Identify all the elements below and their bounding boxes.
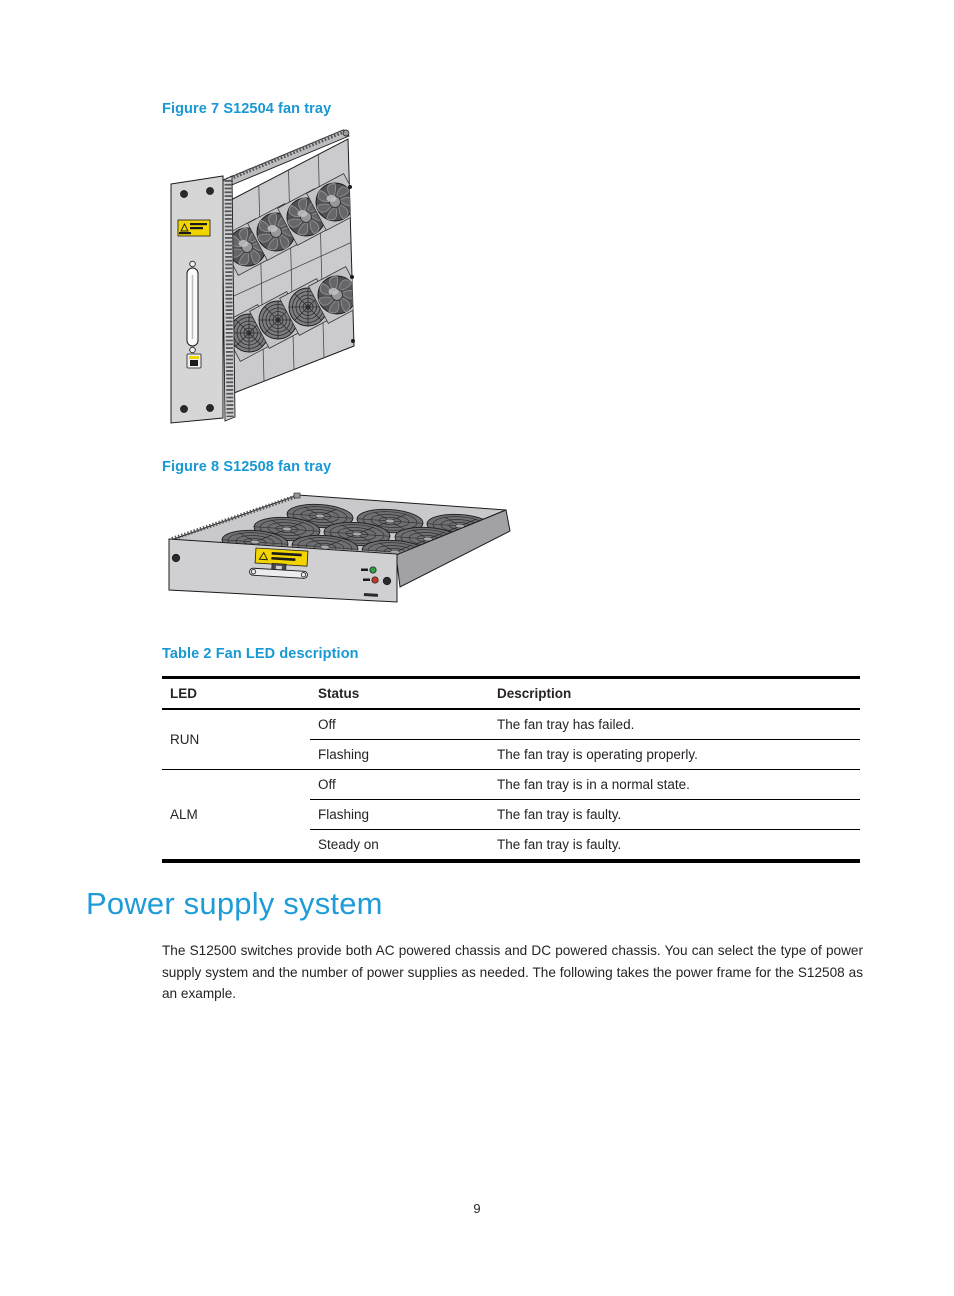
status-cell: Off [318, 777, 336, 792]
figure7-fan-tray-drawing [163, 127, 413, 427]
led-name: RUN [170, 732, 200, 747]
table-group-run [162, 710, 860, 769]
figure8-caption: Figure 8 S12508 fan tray [162, 459, 332, 475]
page-number: 9 [473, 1201, 481, 1216]
description-cell: The fan tray has failed. [497, 717, 635, 732]
front-panel [171, 176, 223, 423]
led-name: ALM [170, 807, 198, 822]
description-cell: The fan tray is in a normal state. [497, 777, 690, 792]
table-row [310, 799, 860, 829]
table-row [310, 829, 860, 859]
figure7-caption: Figure 7 S12504 fan tray [162, 101, 332, 117]
status-cell: Flashing [318, 807, 370, 822]
table-header-led: LED [170, 686, 197, 701]
warning-label-icon [255, 548, 308, 566]
description-cell: The fan tray is operating properly. [497, 747, 698, 762]
description-cell: The fan tray is faulty. [497, 837, 622, 852]
table-header-status: Status [318, 686, 360, 701]
figure8-fan-tray-drawing [168, 484, 518, 614]
fan-led-table [162, 676, 860, 863]
table-caption: Table 2 Fan LED description [162, 646, 359, 662]
esd-label-icon [187, 354, 201, 368]
handle [187, 261, 198, 353]
table-group-alm [162, 769, 860, 859]
table-row [310, 739, 860, 769]
warning-label-icon [178, 220, 210, 236]
section-body-paragraph: The S12500 switches provide both AC powered chassis and DC powered chassis. You can select the type of power supply system and the number of power supplies as needed. The following takes the power frame for the S12508 as an example. [162, 943, 863, 1001]
status-cell: Flashing [318, 747, 370, 762]
section-title: Power supply system [86, 886, 383, 921]
table-row [310, 770, 860, 799]
table-header-description: Description [497, 686, 572, 701]
description-cell: The fan tray is faulty. [497, 807, 622, 822]
table-header-row [162, 679, 860, 710]
table-row [310, 710, 860, 739]
status-cell: Steady on [318, 837, 379, 852]
status-cell: Off [318, 717, 336, 732]
